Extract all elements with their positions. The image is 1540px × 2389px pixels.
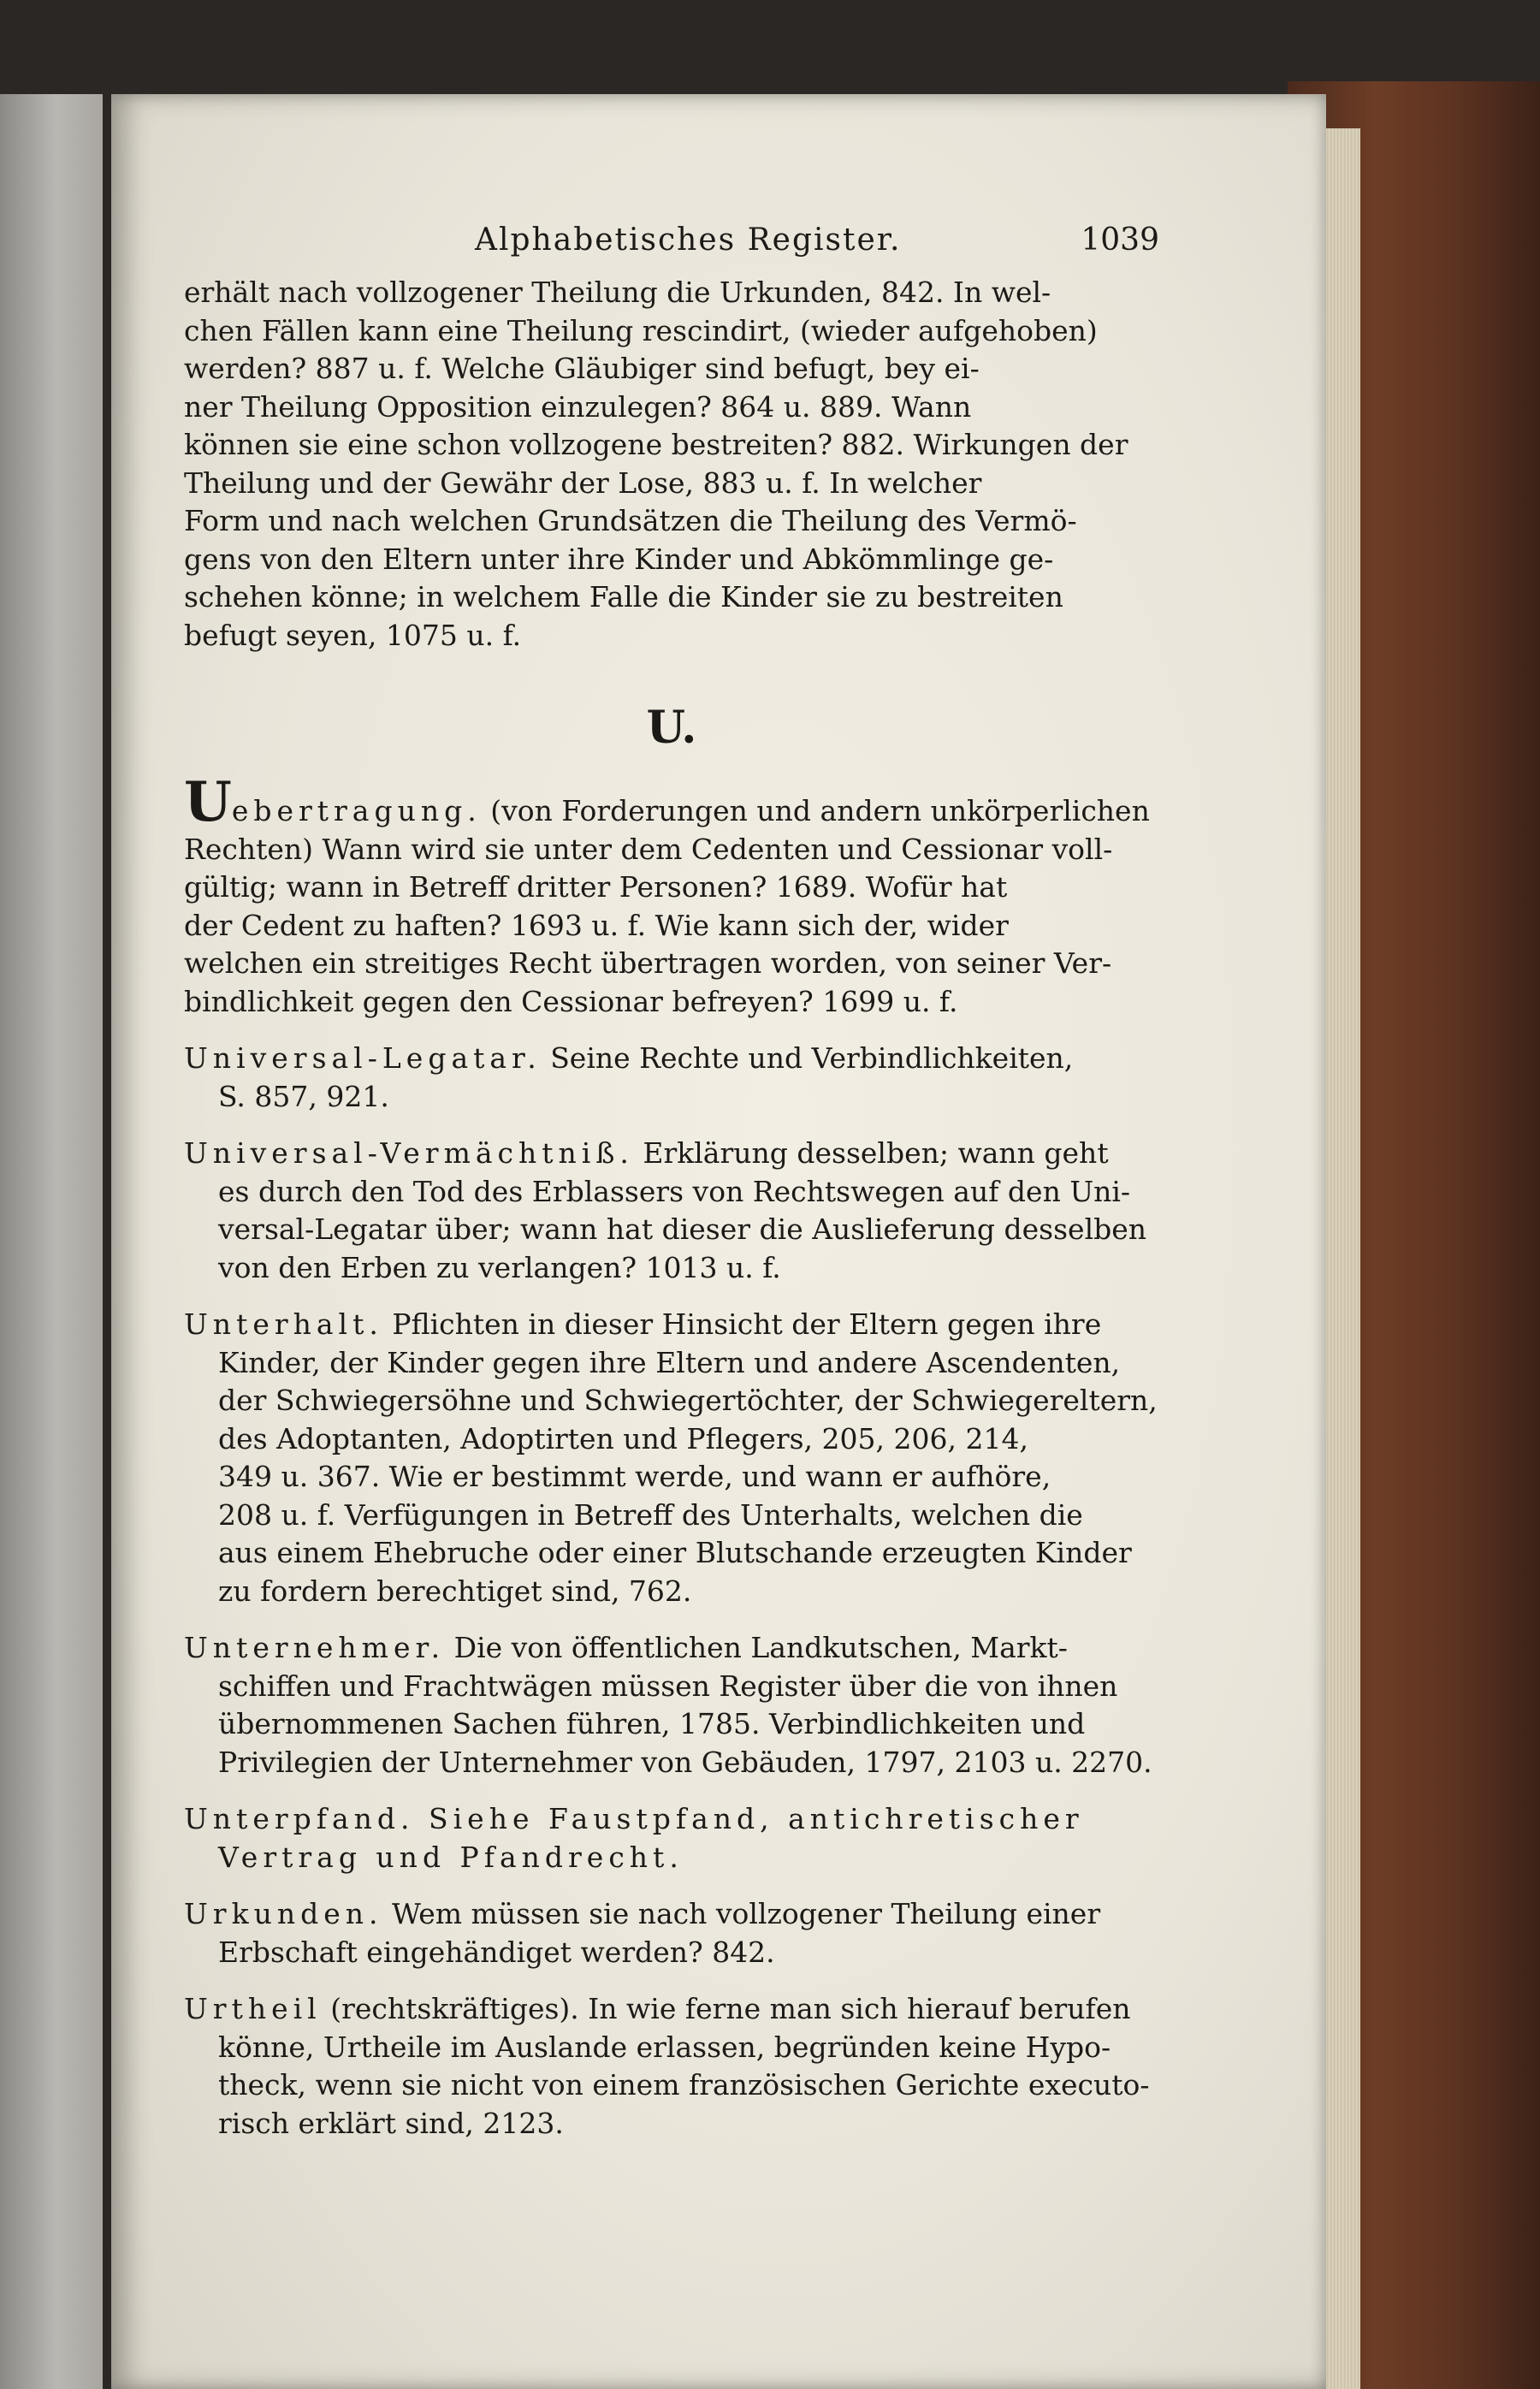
entry-headword: Unternehmer. xyxy=(184,1631,446,1664)
register-entry xyxy=(184,1895,1159,1971)
text-line: es durch den Tod des Erblassers von Rechtswegen auf den Uni- xyxy=(218,1174,1131,1208)
entry-headword: Universal-Vermächtniß. xyxy=(184,1136,634,1170)
text-line: können sie eine schon vollzogene bestreiten? 882. Wirkungen der xyxy=(184,428,1128,461)
entry-first-line xyxy=(184,1629,1159,1668)
intro-paragraph xyxy=(184,274,1159,655)
text-line: Rechten) Wann wird sie unter dem Cedenten und Cessionar voll- xyxy=(184,832,1113,866)
text-line: Kinder, der Kinder gegen ihre Eltern und andere Ascendenten, xyxy=(218,1345,1121,1379)
entry-first-line xyxy=(184,1990,1159,2029)
entry-first-line xyxy=(184,1040,1159,1078)
drop-cap: U xyxy=(184,770,232,834)
text-line: chen Fällen kann eine Theilung rescindirt, (wieder aufgehoben) xyxy=(184,313,1098,347)
text-line: befugt seyen, 1075 u. f. xyxy=(184,618,522,652)
text-line: schiffen und Frachtwägen müssen Register über die von ihnen xyxy=(218,1669,1118,1703)
text-line: gültig; wann in Betreff dritter Personen? 1689. Wofür hat xyxy=(184,870,1008,904)
text-line: erhält nach vollzogener Theilung die Urkunden, 842. In wel- xyxy=(184,276,1051,309)
register-entry xyxy=(184,1040,1159,1116)
section-letter: U. xyxy=(646,702,697,754)
entry-first-line xyxy=(184,1800,1159,1839)
text-line: risch erklärt sind, 2123. xyxy=(218,2106,564,2140)
text-line: könne, Urtheile im Auslande erlassen, begründen keine Hypo- xyxy=(218,2030,1111,2064)
text-line: ner Theilung Opposition einzulegen? 864 u. 889. Wann xyxy=(184,389,972,424)
entry-text: Erklärung desselben; wann geht xyxy=(633,1136,1109,1170)
entry-headword: Universal-Legatar. xyxy=(184,1041,542,1075)
entry-text: Seine Rechte und Verbindlichkeiten, xyxy=(541,1041,1074,1075)
register-entry xyxy=(184,1629,1159,1781)
text-line: zu fordern berechtiget sind, 762. xyxy=(218,1574,692,1608)
register-entry xyxy=(184,1800,1159,1876)
entry-text: Siehe Faustpfand, antichretischer xyxy=(414,1802,1084,1835)
register-entry xyxy=(184,1306,1159,1610)
text-line: werden? 887 u. f. Welche Gläubiger sind befugt, bey ei- xyxy=(184,352,980,385)
page-edges xyxy=(1326,128,1360,2389)
page-number: 1039 xyxy=(1081,222,1159,258)
left-page-edge xyxy=(0,94,103,2389)
entry-first-line xyxy=(184,1135,1159,1173)
text-line: gens von den Eltern unter ihre Kinder und Abkömmlinge ge- xyxy=(184,542,1054,576)
text-line: der Schwiegersöhne und Schwiegertöchter, der Schwiegereltern, xyxy=(218,1384,1158,1417)
text-line: der Cedent zu haften? 1693 u. f. Wie kann sich der, wider xyxy=(184,908,1009,942)
entry-headword: Urtheil xyxy=(184,1992,322,2025)
entry-headword: ebertragung. xyxy=(231,794,482,827)
entry-first-line xyxy=(184,1306,1159,1344)
page-header xyxy=(184,222,1159,274)
text-line: Erbschaft eingehändiget werden? 842. xyxy=(218,1935,775,1969)
text-line: S. 857, 921. xyxy=(218,1079,389,1113)
entry-text: (von Forderungen und andern unkörperlichen xyxy=(481,794,1150,827)
entry-first-line xyxy=(184,1895,1159,1934)
register-entry xyxy=(184,1990,1159,2143)
text-line: theck, wenn sie nicht von einem französischen Gerichte executo- xyxy=(218,2068,1150,2101)
text-line: Form und nach welchen Grundsätzen die Theilung des Vermö- xyxy=(184,504,1077,537)
text-line: bindlichkeit gegen den Cessionar befreyen? 1699 u. f. xyxy=(184,984,958,1018)
text-line: 349 u. 367. Wie er bestimmt werde, und wann er aufhöre, xyxy=(218,1460,1051,1493)
register-entry xyxy=(184,770,1159,1021)
text-line: 208 u. f. Verfügungen in Betreff des Unterhalts, welchen die xyxy=(218,1497,1083,1532)
page-content xyxy=(184,222,1159,2161)
text-line: übernommenen Sachen führen, 1785. Verbindlichkeiten und xyxy=(218,1707,1086,1740)
text-line: des Adoptanten, Adoptirten und Pflegers, 205, 206, 214, xyxy=(218,1421,1028,1455)
entry-headword: Urkunden. xyxy=(184,1897,383,1930)
text-line: Privilegien der Unternehmer von Gebäuden, 1797, 2103 u. 2270. xyxy=(218,1745,1152,1779)
entry-text: Die von öffentlichen Landkutschen, Markt- xyxy=(445,1631,1068,1664)
entry-text: Wem müssen sie nach vollzogener Theilung einer xyxy=(382,1897,1101,1930)
running-title: Alphabetisches Register. xyxy=(475,222,902,258)
entry-text: Pflichten in dieser Hinsicht der Eltern gegen ihre xyxy=(382,1307,1102,1341)
entry-headword: Unterpfand. xyxy=(184,1802,415,1835)
text-line: Vertrag und Pfandrecht. xyxy=(218,1840,684,1874)
text-line: Theilung und der Gewähr der Lose, 883 u. f. In welcher xyxy=(184,465,982,500)
text-line: versal-Legatar über; wann hat dieser die Auslieferung desselben xyxy=(218,1212,1147,1246)
register-entry xyxy=(184,1135,1159,1287)
entry-headword: Unterhalt. xyxy=(184,1307,383,1341)
text-line: welchen ein streitiges Recht übertragen worden, von seiner Ver- xyxy=(184,946,1112,980)
text-line: schehen könne; in welchem Falle die Kinder sie zu bestreiten xyxy=(184,580,1063,614)
entry-first-line xyxy=(184,770,1159,834)
text-line: von den Erben zu verlangen? 1013 u. f. xyxy=(218,1250,781,1284)
text-line: aus einem Ehebruche oder einer Blutschande erzeugten Kinder xyxy=(218,1536,1132,1569)
entry-text: (rechtskräftiges). In wie ferne man sich hierauf berufen xyxy=(321,1992,1131,2025)
